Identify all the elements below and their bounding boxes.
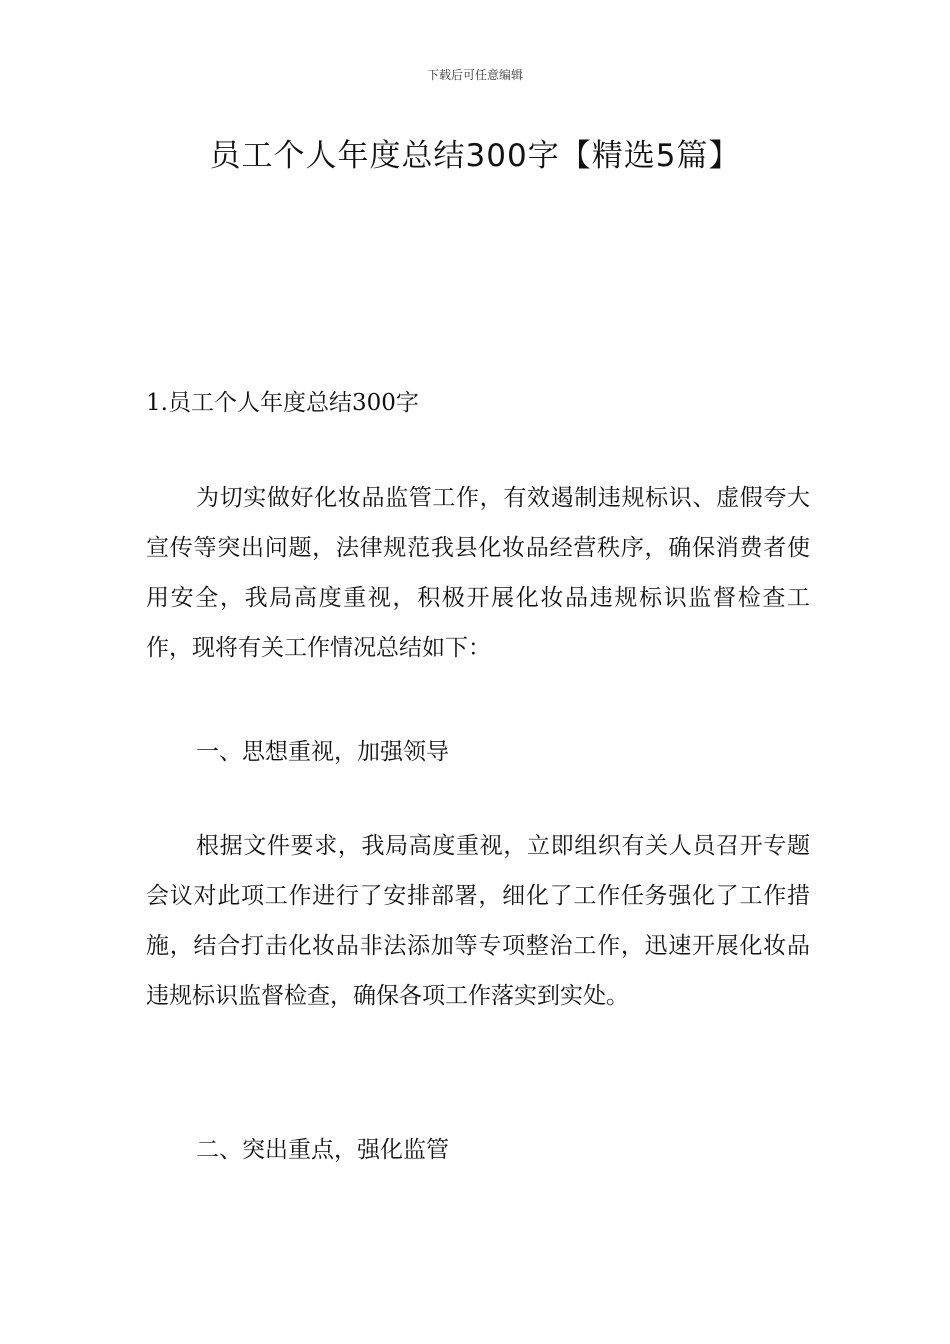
intro-paragraph: 为切实做好化妆品监管工作，有效遏制违规标识、虚假夸大宣传等突出问题，法律规范我县化妆品经营秩序，确保消费者使用安全，我局高度重视，积极开展化妆品违规标识监督检查工作，现将有关工作情况总结如下： (146, 485, 810, 661)
point1-paragraph: 根据文件要求，我局高度重视，立即组织有关人员召开专题会议对此项工作进行了安排部署，细化了工作任务强化了工作措施，结合打击化妆品非法添加等专项整治工作，迅速开展化妆品违规标识监督检查，确保各项工作落实到实处。 (146, 833, 810, 1009)
header-note: 下载后可任意编辑 (426, 68, 523, 82)
section-heading: 1.员工个人年度总结300字 (146, 390, 419, 416)
document-title: 员工个人年度总结300字【精选5篇】 (209, 138, 741, 174)
point1-heading: 一、思想重视，加强领导 (196, 739, 449, 765)
point2-heading: 二、突出重点，强化监管 (196, 1137, 449, 1163)
